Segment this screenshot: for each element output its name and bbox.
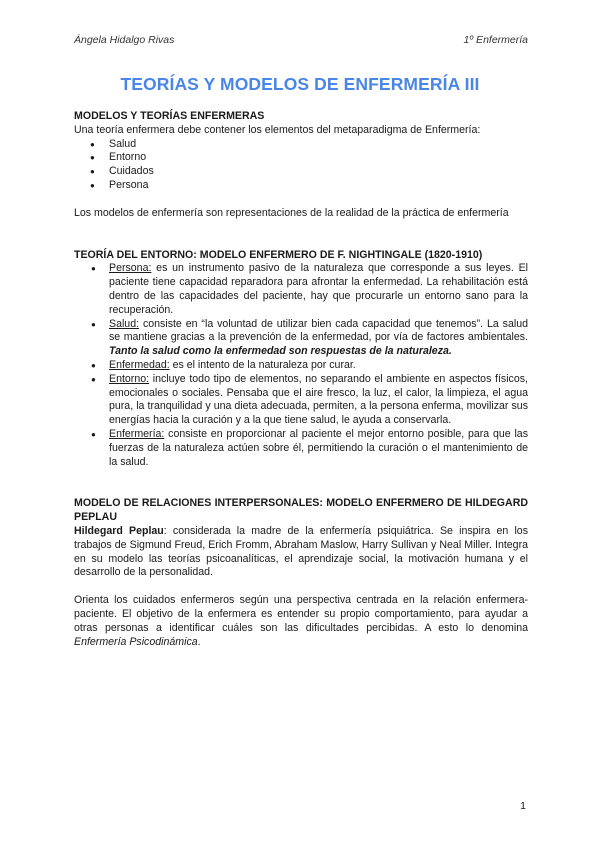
list-item — [74, 373, 528, 428]
document-body — [74, 110, 528, 649]
section3-paragraph-2 — [74, 594, 528, 649]
section2-heading: TEORÍA DEL ENTORNO: MODELO ENFERMERO DE F. NIGHTINGALE (1820-1910) — [74, 248, 483, 261]
list-item — [74, 318, 528, 359]
section3-heading: MODELO DE RELACIONES INTERPERSONALES: MODELO ENFERMERO DE HILDEGARD PEPLAU — [74, 497, 528, 524]
section1-intro: Una teoría enfermera debe contener los elementos del metaparadigma de Enfermería: — [74, 123, 481, 136]
term-text: incluye todo tipo de elementos, no separando el ambiente en aspectos físicos, emocionales o sociales. Pensaba que el aire fresco, la luz, el calor, la limpieza, el agua pura, la tranquilidad y una dieta adecuada, permiten, a la persona enferma, movilizar sus energías hacia la curación y a la que tiene salud, le ayuda a conservarla. — [109, 372, 528, 427]
author-name: Ángela Hidalgo Rivas — [74, 34, 175, 46]
list-item — [74, 359, 528, 373]
term-enfermeria: Enfermería: — [109, 427, 165, 440]
term-text: consiste en proporcionar al paciente el mejor entorno posible, para que las fuerzas de la naturaleza actúen sobre él, permitiendo la curación o el mantenimiento de la salud. — [109, 427, 528, 468]
document-title: TEORÍAS Y MODELOS DE ENFERMERÍA III — [120, 74, 480, 94]
list-item: ● Salud — [74, 138, 528, 152]
list-item: ● Entorno — [74, 151, 528, 165]
emphasis-text: Tanto la salud como la enfermedad son respuestas de la naturaleza. — [109, 345, 452, 358]
peplau-name: Hildegard Peplau — [74, 524, 164, 537]
section1-closing: Los modelos de enfermería son representaciones de la realidad de la práctica de enfermería — [74, 206, 509, 219]
section3-paragraph-1 — [74, 525, 528, 580]
paragraph-end: . — [197, 635, 201, 648]
list-item — [74, 428, 528, 469]
term-enfermedad: Enfermedad: — [109, 358, 170, 371]
page-header — [74, 34, 528, 50]
paragraph-text: : considerada la madre de la enfermería psiquiátrica. Se inspira en los trabajos de Sigmund Freud, Erich Fromm, Abraham Maslow, Harry Sullivan y Neal Miller. Integra en su modelo las teorías psicoanalíticas, el aprendizaje social, la motivación humana y el desarrollo de la personalidad. — [74, 524, 528, 579]
page-number: 1 — [520, 800, 526, 812]
course-label: 1º Enfermería — [463, 34, 528, 46]
term-text: es un instrumento pasivo de la naturaleza que corresponde a sus leyes. El paciente tiene capacidad reparadora para afrontar la enfermedad. La rehabilitación está dentro de las capacidades del paciente, hay que procurarle un entorno sano para la recuperación. — [109, 262, 528, 316]
paragraph-text: Orienta los cuidados enfermeros según una perspectiva centrada en la relación enfermera-paciente. El objetivo de la enfermera es entender su propio comportamiento, para ayudar a otras personas a identificar cuáles son las dificultades percibidas. A esto lo denomina — [74, 594, 528, 634]
term-persona: Persona: — [109, 262, 152, 275]
term-salud: Salud: — [109, 317, 140, 330]
metaparadigm-list — [74, 138, 528, 193]
term-text: es el intento de la naturaleza por curar. — [169, 358, 356, 371]
list-item: ● Cuidados — [74, 165, 528, 179]
list-item — [74, 262, 528, 317]
list-item: ● Persona — [74, 179, 528, 193]
psychodynamic-term: Enfermería Psicodinámica — [74, 635, 198, 648]
section1-heading: MODELOS Y TEORÍAS ENFERMERAS — [74, 110, 265, 122]
term-entorno: Entorno: — [109, 372, 150, 385]
term-text: consiste en “la voluntad de utilizar bien cada capacidad que tenemos”. La salud se mantiene gracias a la prevención de la enfermedad, por vía de factores ambientales. — [109, 317, 528, 344]
nightingale-list — [74, 262, 528, 469]
